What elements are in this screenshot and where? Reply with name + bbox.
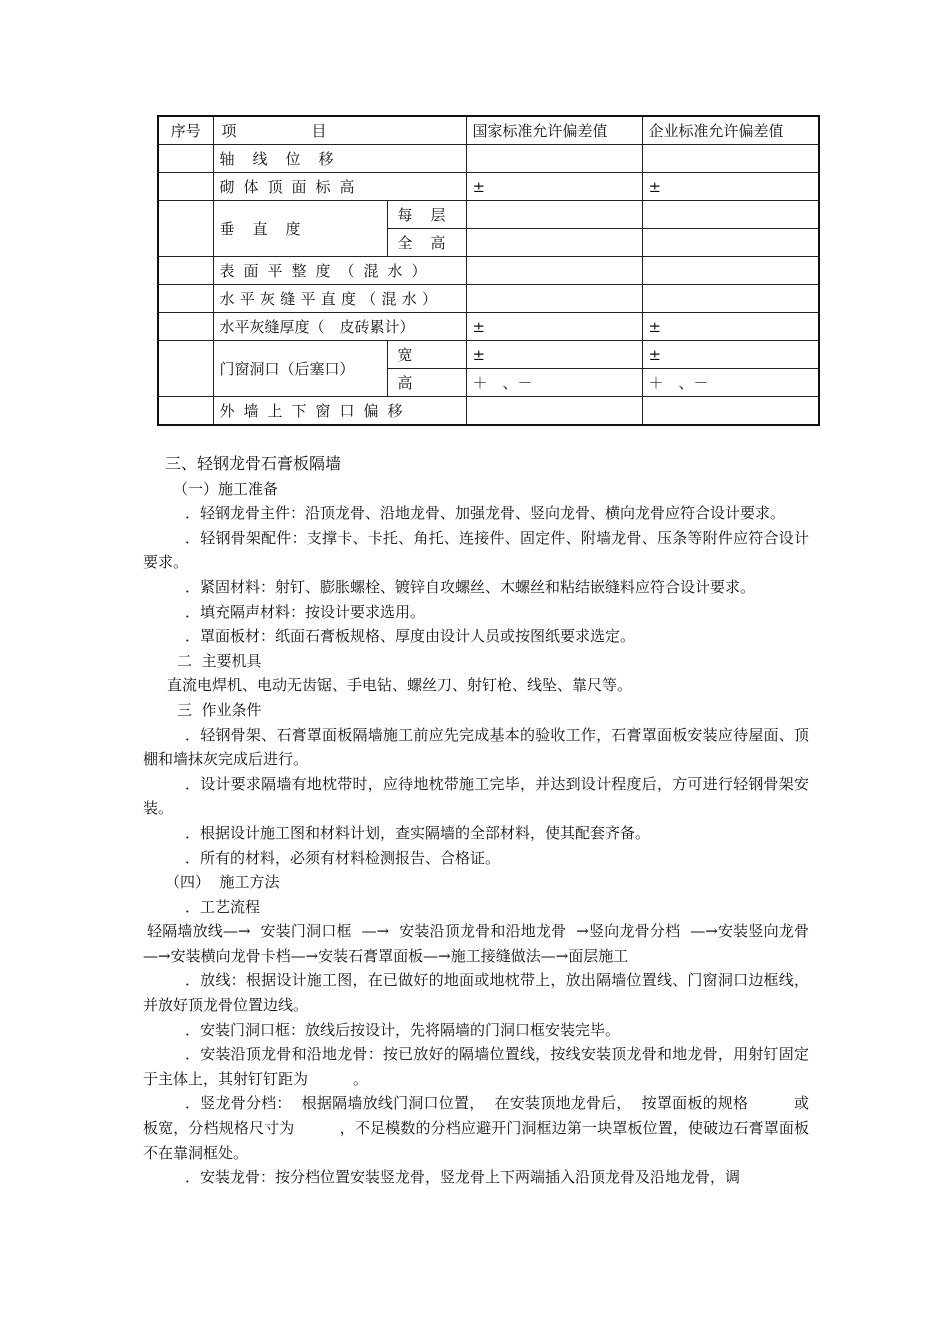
table-header-row — [158, 116, 819, 145]
paragraph: ．工艺流程 — [185, 897, 261, 916]
row-national — [466, 229, 642, 257]
paragraph: ．轻钢骨架、石膏罩面板隔墙施工前应先完成基本的验收工作，石膏罩面板安装应待屋面、顶棚和墙抹灰完成后进行。 — [143, 725, 809, 769]
table-row — [158, 313, 819, 341]
paragraph: ．根据设计施工图和材料计划，查实隔墙的全部材料，使其配套齐备。 — [185, 823, 651, 842]
paragraph: ．轻钢骨架配件：支撑卡、卡托、角托、连接件、固定件、附墙龙骨、压条等附件应符合设计要求。 — [143, 528, 809, 572]
row-national — [466, 201, 642, 229]
table-row — [158, 173, 819, 201]
row-item: 水平灰缝平直度（混水） — [213, 285, 466, 313]
table-row — [158, 285, 819, 313]
row-national: ± — [466, 173, 642, 201]
row-national: ＋ 、－ — [466, 369, 642, 397]
row-no — [158, 173, 213, 201]
row-national — [466, 257, 642, 285]
row-item: 门窗洞口（后塞口） — [213, 341, 387, 397]
paragraph: ．安装沿顶龙骨和沿地龙骨：按已放好的隔墙位置线，按线安装顶龙骨和地龙骨，用射钉固定于主体上，其射钉钉距为 。 — [143, 1045, 809, 1088]
row-no — [158, 201, 213, 257]
paragraph: ．安装龙骨：按分档位置安装竖龙骨，竖龙骨上下两端插入沿顶龙骨及沿地龙骨，调 — [185, 1168, 741, 1187]
row-sub: 每层 — [387, 201, 466, 229]
section-title: 三、轻钢龙骨石膏板隔墙 — [165, 454, 342, 473]
row-no — [158, 145, 213, 173]
row-sub: 全高 — [387, 229, 466, 257]
header-national: 国家标准允许偏差值 — [466, 116, 642, 145]
row-no — [158, 257, 213, 285]
table-row — [158, 397, 819, 426]
row-national: ± — [466, 341, 642, 369]
paragraph: 直流电焊机、电动无齿锯、手电钻、螺丝刀、射钉枪、线坠、靠尺等。 — [167, 676, 633, 695]
header-no: 序号 — [158, 116, 213, 145]
row-national: ± — [466, 313, 642, 341]
row-item: 表面平整度（混水） — [213, 257, 466, 285]
row-enterprise: ± — [642, 341, 819, 369]
paragraph: ．放线：根据设计施工图，在已做好的地面或地枕带上，放出隔墙位置线、门窗洞口边框线，并放好顶龙骨位置边线。 — [143, 971, 809, 1015]
paragraph: ．紧固材料：射钉、膨胀螺栓、镀锌自攻螺丝、木螺丝和粘结嵌缝料应符合设计要求。 — [185, 577, 756, 596]
row-item: 垂直度 — [213, 201, 387, 257]
row-national — [466, 285, 642, 313]
header-enterprise: 企业标准允许偏差值 — [642, 116, 819, 145]
row-no — [158, 313, 213, 341]
row-national — [466, 397, 642, 426]
row-enterprise: ± — [642, 173, 819, 201]
paragraph: ．安装门洞口框：放线后按设计，先将隔墙的门洞口框安装完毕。 — [185, 1020, 621, 1039]
table-row — [158, 257, 819, 285]
header-item: 项 目 — [213, 116, 466, 145]
row-enterprise — [642, 285, 819, 313]
row-enterprise: ± — [642, 313, 819, 341]
body-text — [143, 452, 870, 1190]
row-enterprise — [642, 257, 819, 285]
table-row — [158, 201, 819, 229]
subheading: （四） 施工方法 — [165, 873, 280, 892]
row-no — [158, 285, 213, 313]
paragraph: ．所有的材料，必须有材料检测报告、合格证。 — [185, 848, 501, 867]
deviation-table — [157, 115, 820, 426]
row-item: 砌体顶面标高 — [213, 173, 466, 201]
row-sub: 高 — [387, 369, 466, 397]
row-national — [466, 145, 642, 173]
paragraph: ．竖龙骨分档： 根据隔墙放线门洞口位置， 在安装顶地龙骨后， 按罩面板的规格 或 板宽，分档规格尺寸为 ，不足模数的分档应避开门洞框边第一块罩板位置，使破边石膏罩面板不在靠洞框处。 — [143, 1094, 870, 1162]
process-flow: 轻隔墙放线—→ 安装门洞口框 —→ 安装沿顶龙骨和沿地龙骨 →竖向龙骨分档 —→安装竖向龙骨—→安装横向龙骨卡档—→安装石膏罩面板—→施工接缝做法—→面层施工 — [143, 922, 809, 965]
row-enterprise — [642, 145, 819, 173]
row-item: 外墙上下窗口偏移 — [213, 397, 466, 426]
paragraph: ．设计要求隔墙有地枕带时，应待地枕带施工完毕，并达到设计程度后，方可进行轻钢骨架安装。 — [143, 774, 809, 818]
paragraph: ．轻钢龙骨主件：沿顶龙骨、沿地龙骨、加强龙骨、竖向龙骨、横向龙骨应符合设计要求。 — [185, 504, 786, 523]
row-item: 轴线位移 — [213, 145, 466, 173]
subheading: 二 主要机具 — [177, 651, 262, 670]
subheading: 三 作业条件 — [177, 700, 262, 719]
row-enterprise — [642, 397, 819, 426]
row-no — [158, 341, 213, 397]
subheading: （一）施工准备 — [173, 479, 279, 498]
paragraph: ．填充隔声材料：按设计要求选用。 — [185, 602, 426, 621]
table-row — [158, 341, 819, 369]
table-row — [158, 145, 819, 173]
row-sub: 宽 — [387, 341, 466, 369]
row-enterprise — [642, 201, 819, 229]
paragraph: ．罩面板材：纸面石膏板规格、厚度由设计人员或按图纸要求选定。 — [185, 627, 636, 646]
row-no — [158, 397, 213, 426]
row-enterprise: ＋ 、－ — [642, 369, 819, 397]
row-enterprise — [642, 229, 819, 257]
row-item: 水平灰缝厚度（ 皮砖累计） — [213, 313, 466, 341]
